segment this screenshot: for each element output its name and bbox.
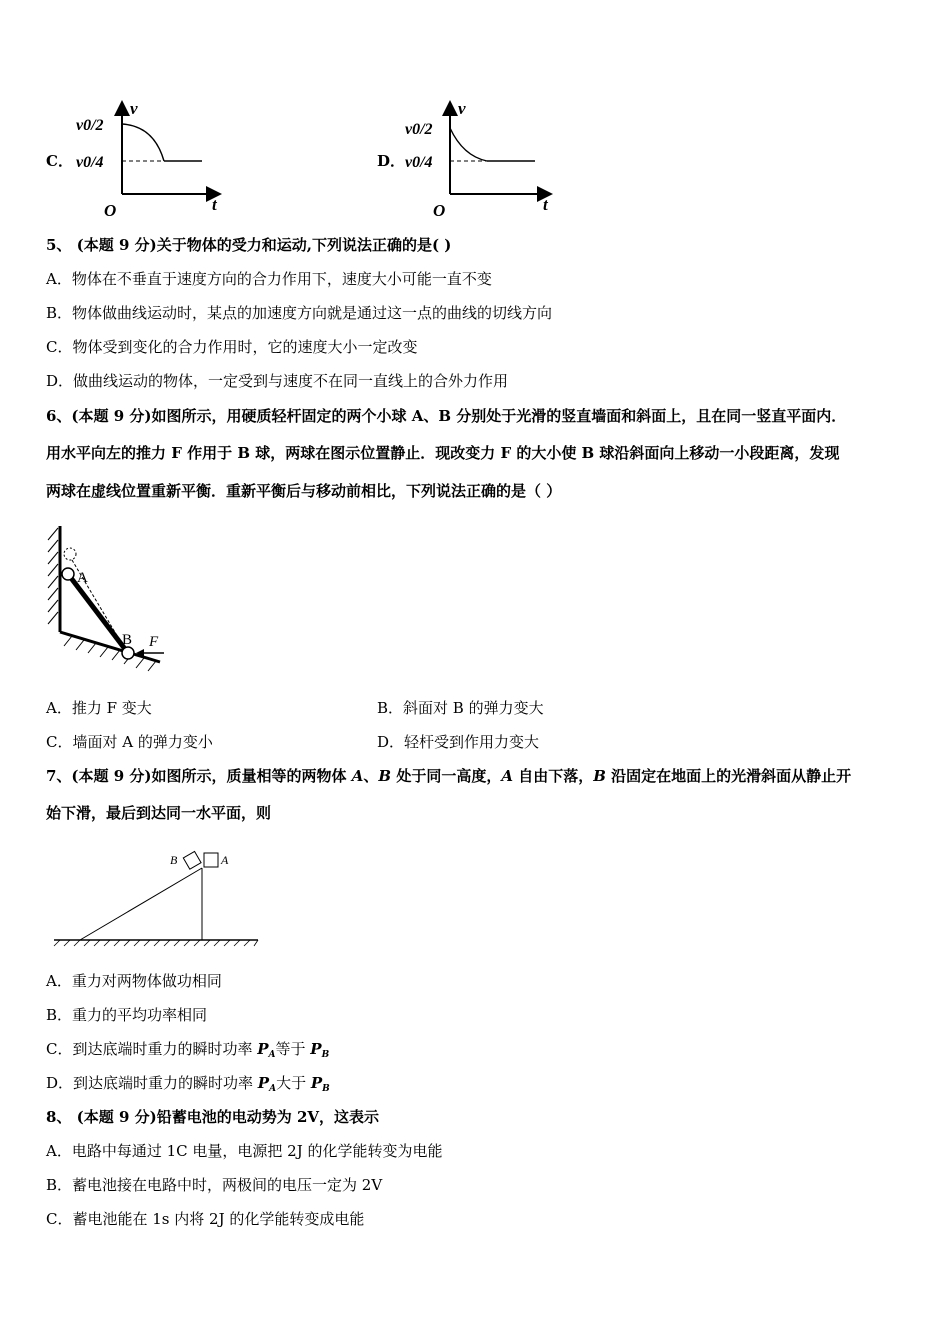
q5-option-c: C．物体受到变化的合力作用时，它的速度大小一定改变 bbox=[46, 338, 418, 356]
incline-slope bbox=[80, 868, 202, 940]
q6-stem-line2: 用水平向左的推力 F 作用于 B 球，两球在图示位置静止．现改变力 F 的大小使 B 球沿斜面向上移动一小段距离，发现 bbox=[46, 444, 840, 462]
q7-option-b: B．重力的平均功率相同 bbox=[46, 1006, 208, 1024]
q6-stem-line3: 两球在虚线位置重新平衡．重新平衡后与移动前相比，下列说法正确的是（ ） bbox=[46, 482, 562, 500]
v0-quarter-label: v0/4 bbox=[405, 154, 433, 171]
q8-stem: 8、 (本题 9 分)铅蓄电池的电动势为 2V，这表示 bbox=[46, 1108, 380, 1126]
v0-quarter-label: v0/4 bbox=[76, 154, 104, 171]
velocity-curve bbox=[450, 128, 487, 161]
ball-a bbox=[62, 568, 74, 580]
q5-option-b: B．物体做曲线运动时，某点的加速度方向就是通过这一点的曲线的切线方向 bbox=[46, 304, 553, 322]
axis-t-label: t bbox=[543, 195, 548, 214]
q7-figure bbox=[52, 848, 264, 948]
q8-option-a: A．电路中每通过 1C 电量，电源把 2J 的化学能转变为电能 bbox=[46, 1142, 443, 1160]
origin-label: O bbox=[104, 201, 117, 220]
label-a: A bbox=[77, 570, 88, 586]
q4-option-c-label: C． bbox=[46, 152, 73, 170]
axis-v-label: v bbox=[458, 99, 466, 118]
block-b bbox=[183, 851, 201, 869]
wall-hatching bbox=[48, 528, 58, 624]
q5-option-a: A．物体在不垂直于速度方向的合力作用下，速度大小可能一直不变 bbox=[46, 270, 492, 288]
q8-option-b: B．蓄电池接在电路中时，两极间的电压一定为 2V bbox=[46, 1176, 383, 1194]
q7-option-d: D．到达底端时重力的瞬时功率 $P_A$大于 $P_B$ bbox=[46, 1074, 330, 1094]
q6-figure bbox=[44, 520, 174, 680]
origin-label: O bbox=[433, 201, 446, 220]
q5-option-d: D．做曲线运动的物体，一定受到与速度不在同一直线上的合外力作用 bbox=[46, 372, 509, 390]
block-a bbox=[204, 853, 218, 867]
label-a: A bbox=[221, 853, 229, 867]
q6-option-d: D．轻杆受到作用力变大 bbox=[377, 733, 540, 751]
velocity-curve bbox=[122, 124, 164, 161]
q7-stem-line1: 7、(本题 9 分)如图所示，质量相等的两物体 A、B 处于同一高度，A 自由下落，B 沿固定在地面上的光滑斜面从静止开 bbox=[46, 767, 852, 785]
q6-option-b: B．斜面对 B 的弹力变大 bbox=[377, 699, 544, 717]
q4-graph-c bbox=[72, 98, 232, 220]
label-f: F bbox=[149, 634, 159, 650]
q7-option-c: C．到达底端时重力的瞬时功率 $P_A$等于 $P_B$ bbox=[46, 1040, 330, 1060]
ground-hatching bbox=[54, 940, 258, 946]
q6-option-a: A．推力 F 变大 bbox=[46, 699, 152, 717]
label-b: B bbox=[170, 853, 178, 867]
incline bbox=[60, 632, 160, 662]
axis-t-label: t bbox=[212, 195, 217, 214]
q5-stem: 5、 (本题 9 分)关于物体的受力和运动,下列说法正确的是( ) bbox=[46, 236, 452, 254]
ball-b bbox=[122, 647, 134, 659]
axis-v-label: v bbox=[130, 99, 138, 118]
label-b: B bbox=[122, 632, 133, 648]
v0-half-label: v0/2 bbox=[76, 117, 104, 134]
v0-half-label: v0/2 bbox=[405, 121, 433, 138]
q7-option-a: A．重力对两物体做功相同 bbox=[46, 972, 222, 990]
q8-option-c: C．蓄电池能在 1s 内将 2J 的化学能转变成电能 bbox=[46, 1210, 365, 1228]
q6-option-c: C．墙面对 A 的弹力变小 bbox=[46, 733, 213, 751]
q6-stem-line1: 6、(本题 9 分)如图所示，用硬质轻杆固定的两个小球 A、B 分别处于光滑的竖直墙面和斜面上，且在同一竖直平面内． bbox=[46, 407, 847, 425]
q7-stem-line2: 始下滑，最后到达同一水平面，则 bbox=[46, 804, 272, 822]
ball-a-new-position bbox=[64, 548, 76, 560]
q4-option-d-label: D． bbox=[377, 152, 406, 170]
q4-graph-d bbox=[403, 98, 563, 220]
